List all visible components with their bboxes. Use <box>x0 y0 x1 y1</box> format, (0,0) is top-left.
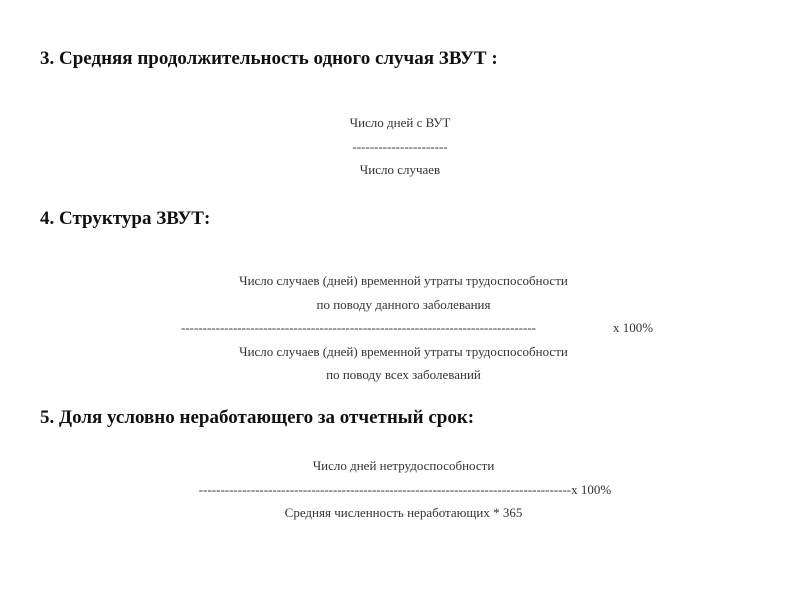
section-4-numerator-line-2: по поводу данного заболевания <box>316 297 491 312</box>
section-5-heading: 5. Доля условно неработающего за отчетный срок: <box>40 407 475 428</box>
section-4-denominator-line-1: Число случаев (дней) временной утраты трудоспособности <box>239 344 568 359</box>
section-4-numerator-line-1: Число случаев (дней) временной утраты трудоспособности <box>239 273 568 288</box>
section-4-fraction-divider: ---------------------------------------------------------------------------------- <box>181 320 536 335</box>
section-4-denominator-line-2: по поводу всех заболеваний <box>326 367 481 382</box>
section-5-denominator: Средняя численность неработающих * 365 <box>284 505 523 520</box>
section-3-fraction-divider: ---------------------- <box>352 139 448 154</box>
section-4-multiplier: х 100% <box>613 320 654 335</box>
section-5-numerator: Число дней нетрудоспособности <box>312 458 495 473</box>
section-3-numerator: Число дней с ВУТ <box>349 115 451 130</box>
section-3-denominator: Число случаев <box>359 162 441 177</box>
section-5-fraction-divider: --------------------------------------------------------------------------------------х 100% <box>198 482 612 497</box>
section-4-heading: 4. Структура ЗВУТ: <box>40 208 211 229</box>
section-3-heading: 3. Средняя продолжительность одного случая ЗВУТ : <box>40 48 498 69</box>
